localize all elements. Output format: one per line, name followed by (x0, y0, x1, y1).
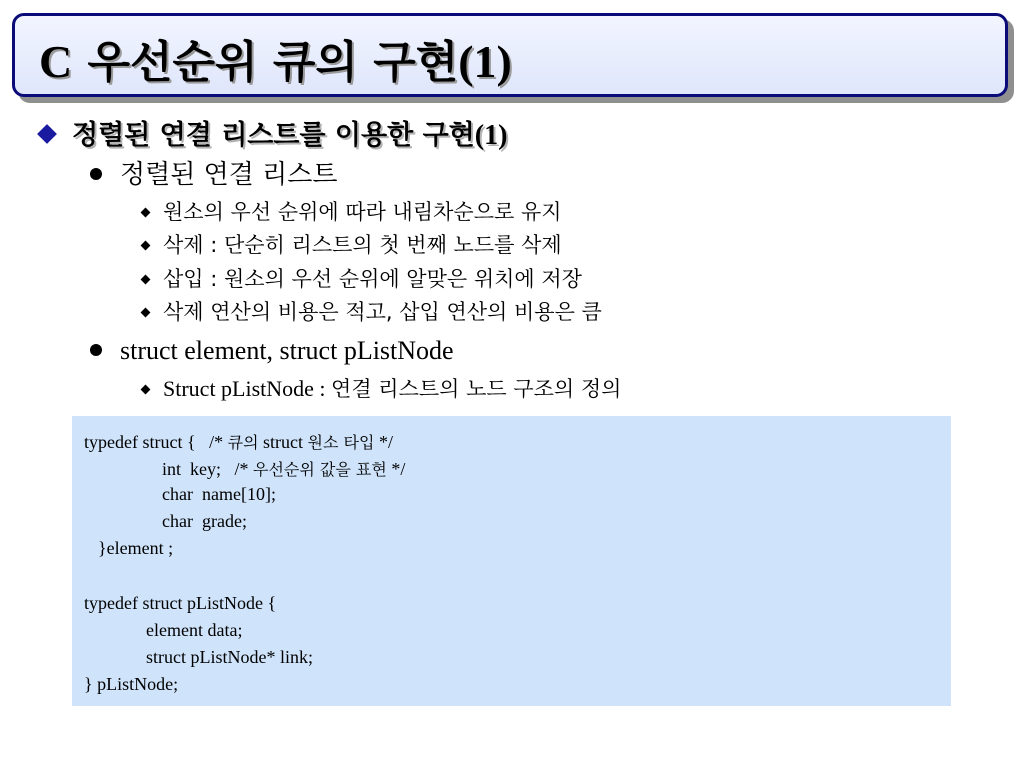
section-1-item-3 (142, 263, 582, 293)
section-1-item-4 (142, 296, 602, 326)
code-line-3: char name[10]; (162, 484, 276, 504)
code-line-5: }element ; (98, 538, 174, 558)
title-prefix: C (39, 36, 73, 87)
small-diamond-bullet-icon (141, 308, 151, 318)
title-banner (12, 13, 1008, 97)
section-1-item-1 (142, 196, 562, 226)
section-1-item-2 (142, 229, 562, 259)
item-text: 삽입 : 원소의 우선 순위에 알맞은 위치에 저장 (163, 267, 582, 291)
title-korean: 우선순위 큐의 구현 (72, 37, 459, 88)
code-line-2: int key; /* 우선순위 값을 표현 */ (162, 459, 406, 479)
item-text: 삭제 : 단순히 리스트의 첫 번째 노드를 삭제 (163, 233, 562, 257)
section-2-item-1 (142, 373, 621, 403)
item-korean: 연결 리스트의 노드 구조의 정의 (331, 377, 622, 401)
level1-text: 정렬된 연결 리스트를 이용한 구현 (72, 120, 475, 151)
item-text: 삭제 연산의 비용은 적고, 삽입 연산의 비용은 큼 (163, 300, 602, 324)
code-line-9: } pListNode; (84, 674, 179, 694)
small-diamond-bullet-icon (141, 241, 151, 251)
dot-bullet-icon (90, 168, 102, 180)
code-line-6: typedef struct pListNode { (84, 593, 277, 613)
level1-suffix: (1) (474, 120, 508, 151)
small-diamond-bullet-icon (141, 275, 151, 285)
diamond-bullet-icon (37, 124, 57, 144)
code-line-8: struct pListNode* link; (146, 647, 313, 667)
section-1-label: 정렬된 연결 리스트 (120, 160, 338, 190)
code-line-4: char grade; (162, 511, 247, 531)
small-diamond-bullet-icon (141, 385, 151, 395)
section-2-heading (90, 336, 454, 366)
item-text: 원소의 우선 순위에 따라 내림차순으로 유지 (163, 200, 562, 224)
section-2-label: struct element, struct pListNode (120, 336, 454, 365)
level1-bullet (40, 113, 507, 152)
code-block (72, 416, 951, 706)
code-line-1: typedef struct { /* 큐의 struct 원소 타입 */ (84, 432, 393, 452)
item-latin: Struct pListNode : (163, 376, 332, 401)
small-diamond-bullet-icon (141, 208, 151, 218)
title-suffix: (1) (458, 36, 512, 87)
code-line-7: element data; (146, 620, 243, 640)
slide-title (39, 26, 512, 90)
dot-bullet-icon (90, 344, 102, 356)
section-1-heading (90, 154, 337, 191)
